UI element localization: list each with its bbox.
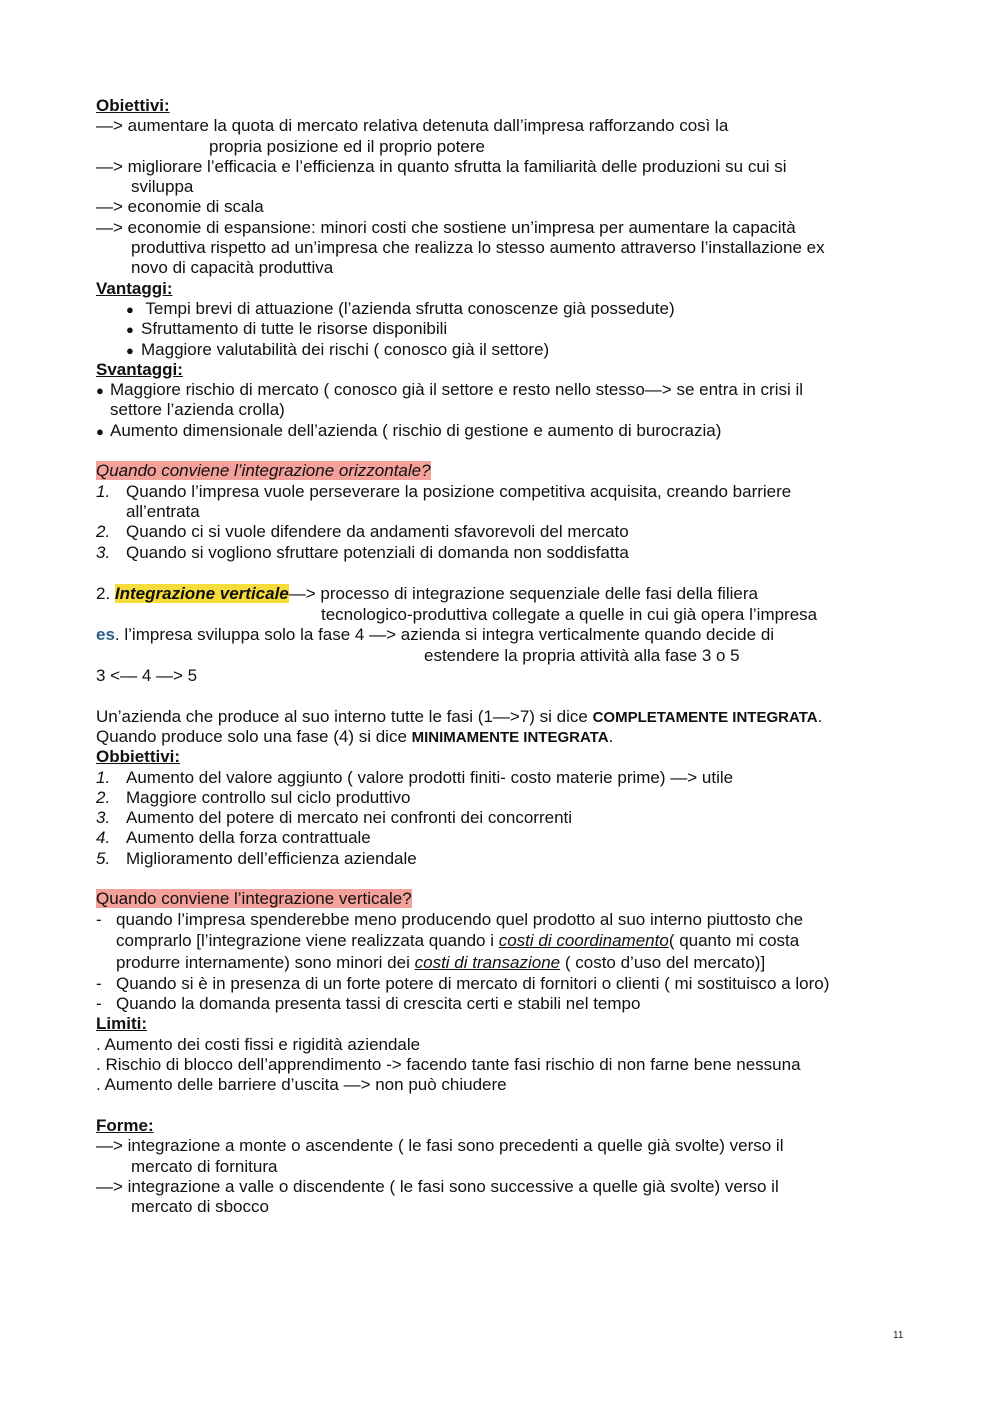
verticale-question bbox=[96, 889, 916, 909]
list-item-text: Maggiore rischio di mercato ( conosco già il settore e resto nello stesso—> se entra in crisi il bbox=[110, 380, 804, 400]
list-item bbox=[96, 543, 916, 563]
term-transazione: costi di transazione bbox=[414, 952, 561, 972]
page-number: 11 bbox=[893, 1330, 904, 1341]
verticale-title-line bbox=[96, 583, 916, 605]
keyword: MINIMAMENTE INTEGRATA bbox=[411, 728, 609, 746]
example-label: es bbox=[96, 625, 115, 645]
list-item bbox=[96, 522, 916, 542]
page-content bbox=[96, 96, 916, 1217]
bullet-icon: ● bbox=[126, 342, 134, 358]
paragraph-text: comprarlo [l’integrazione viene realizzata quando i bbox=[116, 930, 499, 950]
list-item bbox=[96, 380, 916, 400]
obiettivi-line-1: —> aumentare la quota di mercato relativa detenuta dall’impresa rafforzando così la bbox=[96, 116, 729, 136]
highlighted-question: Quando conviene l’integrazione verticale? bbox=[96, 889, 412, 909]
list-item-text: Aumento del valore aggiunto ( valore prodotti finiti- costo materie prime) —> utile bbox=[126, 767, 734, 787]
list-item bbox=[96, 788, 916, 808]
vantaggi-heading-text: Vantaggi: bbox=[96, 278, 173, 298]
list-item-text: Quando si vogliono sfruttare potenziali di domanda non soddisfatta bbox=[126, 542, 629, 562]
obiettivi-line-4: sviluppa bbox=[131, 177, 194, 197]
list-item bbox=[96, 421, 916, 441]
paragraph-text: . bbox=[817, 706, 823, 726]
spacer bbox=[96, 686, 916, 706]
list-item-text: Quando l’impresa vuole perseverare la posizione competitiva acquisita, creando barriere bbox=[126, 481, 792, 501]
paragraph-text: ( costo d’uso del mercato)] bbox=[560, 952, 766, 972]
section-number: 2. bbox=[96, 584, 115, 604]
list-item bbox=[96, 849, 916, 869]
item-number: 3. bbox=[96, 542, 111, 562]
obbiettivi-heading-text: Obbiettivi: bbox=[96, 747, 181, 767]
list-item-text: Quando si è in presenza di un forte potere di mercato di fornitori o clienti ( mi sostituisco a loro) bbox=[116, 973, 830, 993]
forme-line-4: mercato di sbocco bbox=[131, 1197, 269, 1217]
forme-line-2: mercato di fornitura bbox=[131, 1156, 278, 1176]
obiettivi-line-5: —> economie di scala bbox=[96, 197, 264, 217]
list-item-text: Maggiore valutabilità dei rischi ( conosco già il settore) bbox=[141, 339, 550, 359]
list-item-continuation: settore l’azienda crolla) bbox=[110, 400, 285, 420]
spacer bbox=[96, 869, 916, 889]
svantaggi-heading-text: Svantaggi: bbox=[96, 359, 183, 379]
obiettivi-line-3: —> migliorare l’efficacia e l’efficienza in quanto sfrutta la familiarità delle produzioni su cui si bbox=[96, 156, 787, 176]
item-number: 4. bbox=[96, 828, 111, 848]
obbiettivi-heading bbox=[96, 747, 916, 767]
list-item-text: Sfruttamento di tutte le risorse disponibili bbox=[141, 319, 448, 339]
orizzontale-question bbox=[96, 461, 916, 481]
paragraph-text: . bbox=[608, 726, 614, 746]
list-item-continuation: all’entrata bbox=[126, 501, 200, 521]
item-number: 3. bbox=[96, 808, 111, 828]
verticale-definition-continuation: tecnologico-produttiva collegate a quelle in cui già opera l’impresa bbox=[321, 605, 818, 625]
example-continuation: estendere la propria attività alla fase 3 o 5 bbox=[424, 645, 740, 665]
example-text: . l’impresa sviluppa solo la fase 4 —> azienda si integra verticalmente quando decide di bbox=[114, 625, 775, 645]
verticale-title: Integrazione verticale bbox=[114, 584, 289, 604]
verticale-definition: —> processo di integrazione sequenziale delle fasi della filiera bbox=[288, 584, 758, 604]
highlighted-question: Quando conviene l’integrazione orizzontale? bbox=[96, 461, 431, 481]
bullet-icon: ● bbox=[126, 301, 134, 317]
limiti-line-2: . Rischio di blocco dell’apprendimento -> facendo tante fasi rischio di non farne bene nessuna bbox=[96, 1055, 801, 1075]
obiettivi-line-6: —> economie di espansione: minori costi che sostiene un’impresa per aumentare la capacità bbox=[96, 217, 796, 237]
phase-arrow: 3 <— 4 —> 5 bbox=[96, 666, 198, 686]
dash-marker: - bbox=[96, 994, 102, 1014]
list-item-continuation bbox=[96, 952, 916, 974]
item-number: 1. bbox=[96, 481, 111, 501]
spacer bbox=[96, 563, 916, 583]
limiti-line-3: . Aumento delle barriere d’uscita —> non può chiudere bbox=[96, 1075, 507, 1095]
list-item bbox=[96, 974, 916, 994]
list-item-text: Quando la domanda presenta tassi di crescita certi e stabili nel tempo bbox=[116, 994, 641, 1014]
forme-line-3: —> integrazione a valle o discendente ( le fasi sono successive a quelle già svolte) verso il bbox=[96, 1176, 779, 1196]
bullet-icon: ● bbox=[126, 322, 134, 338]
obiettivi-heading bbox=[96, 96, 916, 116]
limiti-heading-text: Limiti: bbox=[96, 1014, 147, 1034]
dash-marker: - bbox=[96, 973, 102, 993]
item-number: 5. bbox=[96, 848, 111, 868]
minimal-integration-line bbox=[96, 727, 916, 747]
obiettivi-line-2: propria posizione ed il proprio potere bbox=[209, 136, 485, 156]
svantaggi-heading bbox=[96, 360, 916, 380]
list-item-text: quando l’impresa spenderebbe meno producendo quel prodotto al suo interno piuttosto che bbox=[116, 909, 804, 929]
list-item bbox=[96, 482, 916, 502]
list-item bbox=[96, 299, 916, 319]
example-line bbox=[96, 625, 916, 645]
vantaggi-heading bbox=[96, 279, 916, 299]
list-item-text: Miglioramento dell’efficienza aziendale bbox=[126, 848, 417, 868]
item-number: 2. bbox=[96, 522, 111, 542]
term-coordinamento: costi di coordinamento bbox=[498, 930, 669, 950]
bullet-icon: ● bbox=[96, 383, 104, 399]
list-item bbox=[96, 994, 916, 1014]
bullet-icon: ● bbox=[96, 423, 104, 439]
paragraph-text: Quando produce solo una fase (4) si dice bbox=[96, 726, 412, 746]
item-number: 1. bbox=[96, 767, 111, 787]
list-item-text: Aumento del potere di mercato nei confronti dei concorrenti bbox=[126, 808, 573, 828]
forme-heading bbox=[96, 1116, 916, 1136]
complete-integration-line bbox=[96, 707, 916, 727]
list-item bbox=[96, 340, 916, 360]
limiti-heading bbox=[96, 1014, 916, 1034]
obiettivi-heading-text: Obiettivi: bbox=[96, 96, 170, 115]
list-item-text: Aumento della forza contrattuale bbox=[126, 828, 371, 848]
list-item bbox=[96, 768, 916, 788]
list-item-text: Aumento dimensionale dell’azienda ( rischio di gestione e aumento di burocrazia) bbox=[110, 420, 722, 440]
obiettivi-line-8: novo di capacità produttiva bbox=[131, 258, 334, 278]
list-item bbox=[96, 319, 916, 339]
item-number: 2. bbox=[96, 787, 111, 807]
spacer bbox=[96, 441, 916, 461]
list-item-text: Quando ci si vuole difendere da andamenti sfavorevoli del mercato bbox=[126, 522, 629, 542]
list-item bbox=[96, 828, 916, 848]
list-item-continuation bbox=[96, 930, 916, 952]
spacer bbox=[96, 1096, 916, 1116]
obiettivi-line-7: produttiva rispetto ad un’impresa che realizza lo stesso aumento attraverso l’installazione ex bbox=[131, 238, 825, 258]
limiti-line-1: . Aumento dei costi fissi e rigidità aziendale bbox=[96, 1034, 421, 1054]
keyword: COMPLETAMENTE INTEGRATA bbox=[592, 708, 818, 726]
forme-heading-text: Forme: bbox=[96, 1115, 154, 1135]
paragraph-text: produrre internamente) sono minori dei bbox=[116, 952, 415, 972]
list-item-text: Tempi brevi di attuazione (l’azienda sfrutta conoscenze già possedute) bbox=[141, 298, 675, 318]
list-item bbox=[96, 808, 916, 828]
list-item-text: Maggiore controllo sul ciclo produttivo bbox=[126, 787, 411, 807]
paragraph-text: Un’azienda che produce al suo interno tutte le fasi (1—>7) si dice bbox=[96, 706, 593, 726]
paragraph-text: ( quanto mi costa bbox=[668, 930, 800, 950]
dash-marker: - bbox=[96, 909, 102, 929]
forme-line-1: —> integrazione a monte o ascendente ( le fasi sono precedenti a quelle già svolte) verso il bbox=[96, 1136, 784, 1156]
list-item bbox=[96, 910, 916, 930]
